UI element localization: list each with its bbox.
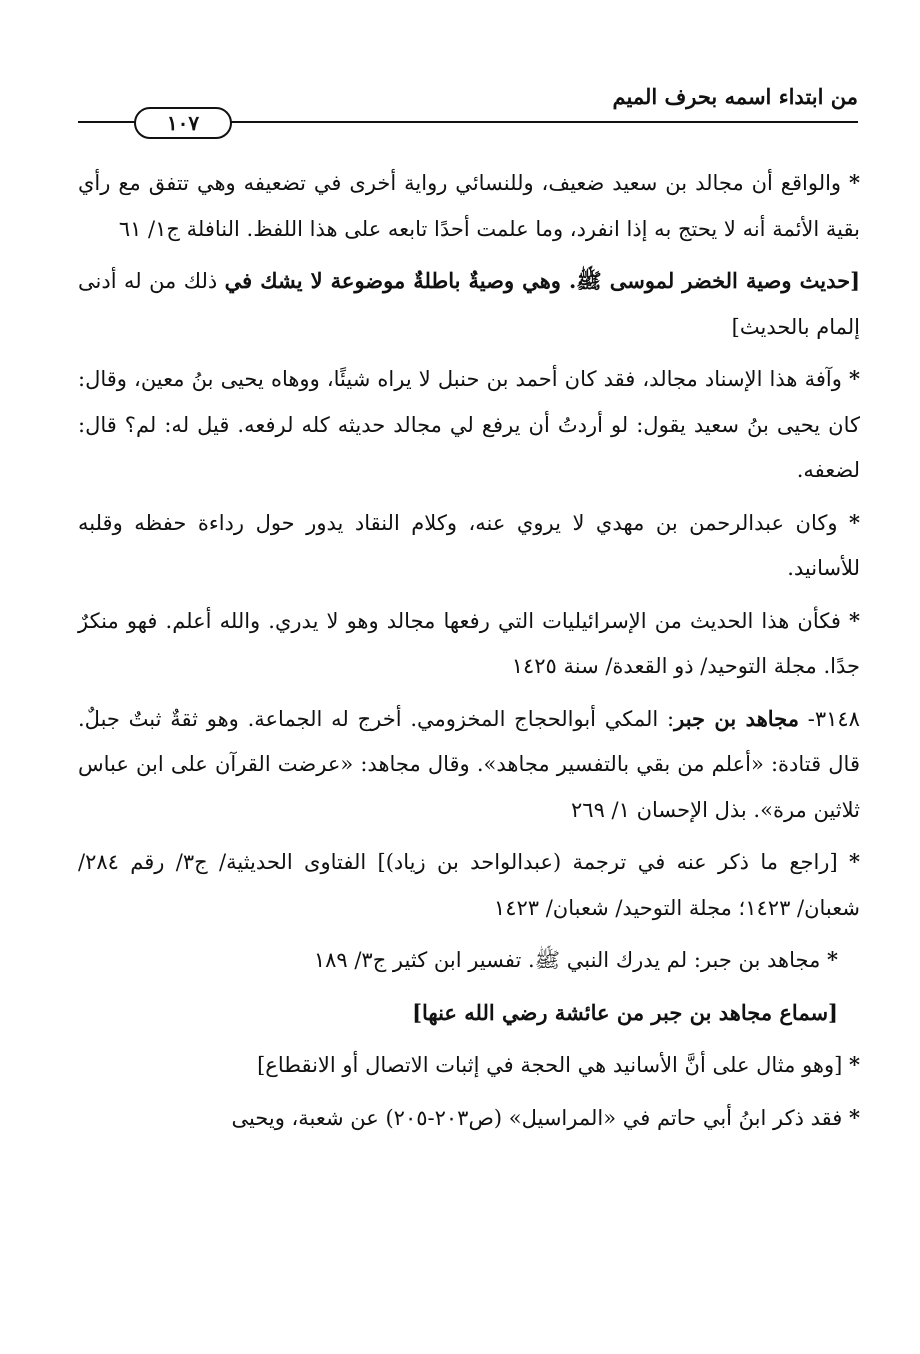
- bullet-star: *: [849, 509, 860, 535]
- paragraph-3: [78, 356, 860, 494]
- page-body: [78, 160, 860, 1147]
- paragraph-9: [78, 990, 860, 1037]
- paragraph-1: [78, 160, 860, 252]
- paragraph-5: [78, 598, 860, 690]
- bullet-star: *: [827, 947, 838, 972]
- paragraph-text: [وهو مثال على أنَّ الأسانيد هي الحجة في إثبات الاتصال أو الانقطاع]: [257, 1053, 843, 1077]
- bullet-star: *: [849, 1052, 860, 1077]
- paragraph-8: [78, 937, 860, 984]
- bullet-star: *: [849, 607, 860, 633]
- paragraph-text: فقد ذكر ابنُ أبي حاتم في «المراسيل» (ص٢٠٣-٢٠٥) عن شعبة، ويحيى: [231, 1105, 843, 1130]
- paragraph-4: [78, 500, 860, 592]
- paragraph-text: ذلك من له أدنى إلمام بالحديث]: [78, 269, 860, 339]
- paragraph-11: [78, 1095, 860, 1142]
- paragraph-text: والواقع أن مجالد بن سعيد ضعيف، وللنسائي رواية أخرى في تضعيفه وهي تتفق مع رأي بقية الأئمة أنه لا يحتج به إذا انفرد، وما علمت أحدًا تابعه على هذا اللفظ. النافلة ج١/ ٦١: [78, 171, 860, 241]
- bold-heading: [حديث وصية الخضر لموسى ﷺ. وهي وصيةٌ باطلةٌ موضوعة لا يشك في: [224, 268, 861, 293]
- paragraph-text: [راجع ما ذكر عنه في ترجمة (عبدالواحد بن زياد)] الفتاوى الحديثية/ ج٣/ رقم ٢٨٤/ شعبان/ ١٤٢٣؛ مجلة التوحيد/ شعبان/ ١٤٢٣: [78, 850, 860, 920]
- bullet-star: *: [849, 849, 860, 874]
- paragraph-7: [78, 839, 860, 931]
- bold-heading: [سماع مجاهد بن جبر من عائشة رضي الله عنها]: [412, 999, 838, 1025]
- paragraph-text: : المكي أبوالحجاج المخزومي. أخرج له الجماعة. وهو ثقةٌ ثبتٌ جبلٌ. قال قتادة: «أعلم من بقي بالتفسير مجاهد». وقال مجاهد: «عرضت القرآن على ابن عباس ثلاثين مرة». بذل الإحسان ١/ ٢٦٩: [78, 706, 860, 822]
- paragraph-text: فكأن هذا الحديث من الإسرائيليات التي رفعها مجالد وهو لا يدري. والله أعلم. فهو منكرٌ جدًا. مجلة التوحيد/ ذو القعدة/ سنة ١٤٢٥: [78, 608, 860, 678]
- paragraph-text: مجاهد بن جبر: لم يدرك النبي ﷺ. تفسير ابن كثير ج٣/ ١٨٩: [313, 948, 821, 972]
- bullet-star: *: [849, 1104, 860, 1130]
- bullet-star: *: [849, 170, 860, 195]
- paragraph-10: [78, 1042, 860, 1089]
- running-title: من ابتداء اسمه بحرف الميم: [612, 84, 858, 109]
- page-number: ١٠٧: [134, 107, 232, 139]
- paragraph-text: وكان عبدالرحمن بن مهدي لا يروي عنه، وكلام النقاد يدور حول رداءة حفظه وقلبه للأسانيد.: [78, 510, 860, 580]
- entry-number: ٣١٤٨-: [798, 706, 860, 731]
- paragraph-2: [78, 258, 860, 350]
- page-header: [78, 84, 858, 144]
- bullet-star: *: [849, 366, 860, 391]
- paragraph-text: وآفة هذا الإسناد مجالد، فقد كان أحمد بن حنبل لا يراه شيئًا، ووهاه يحيى بنُ معين، وقال: كان يحيى بنُ سعيد يقول: لو أردتُ أن يرفع لي مجالد حديثه كله لرفعه. قيل له: لم؟ قال: لضعفه.: [78, 367, 860, 482]
- entry-3148: [78, 696, 860, 834]
- entry-name: مجاهد بن جبر: [674, 705, 799, 731]
